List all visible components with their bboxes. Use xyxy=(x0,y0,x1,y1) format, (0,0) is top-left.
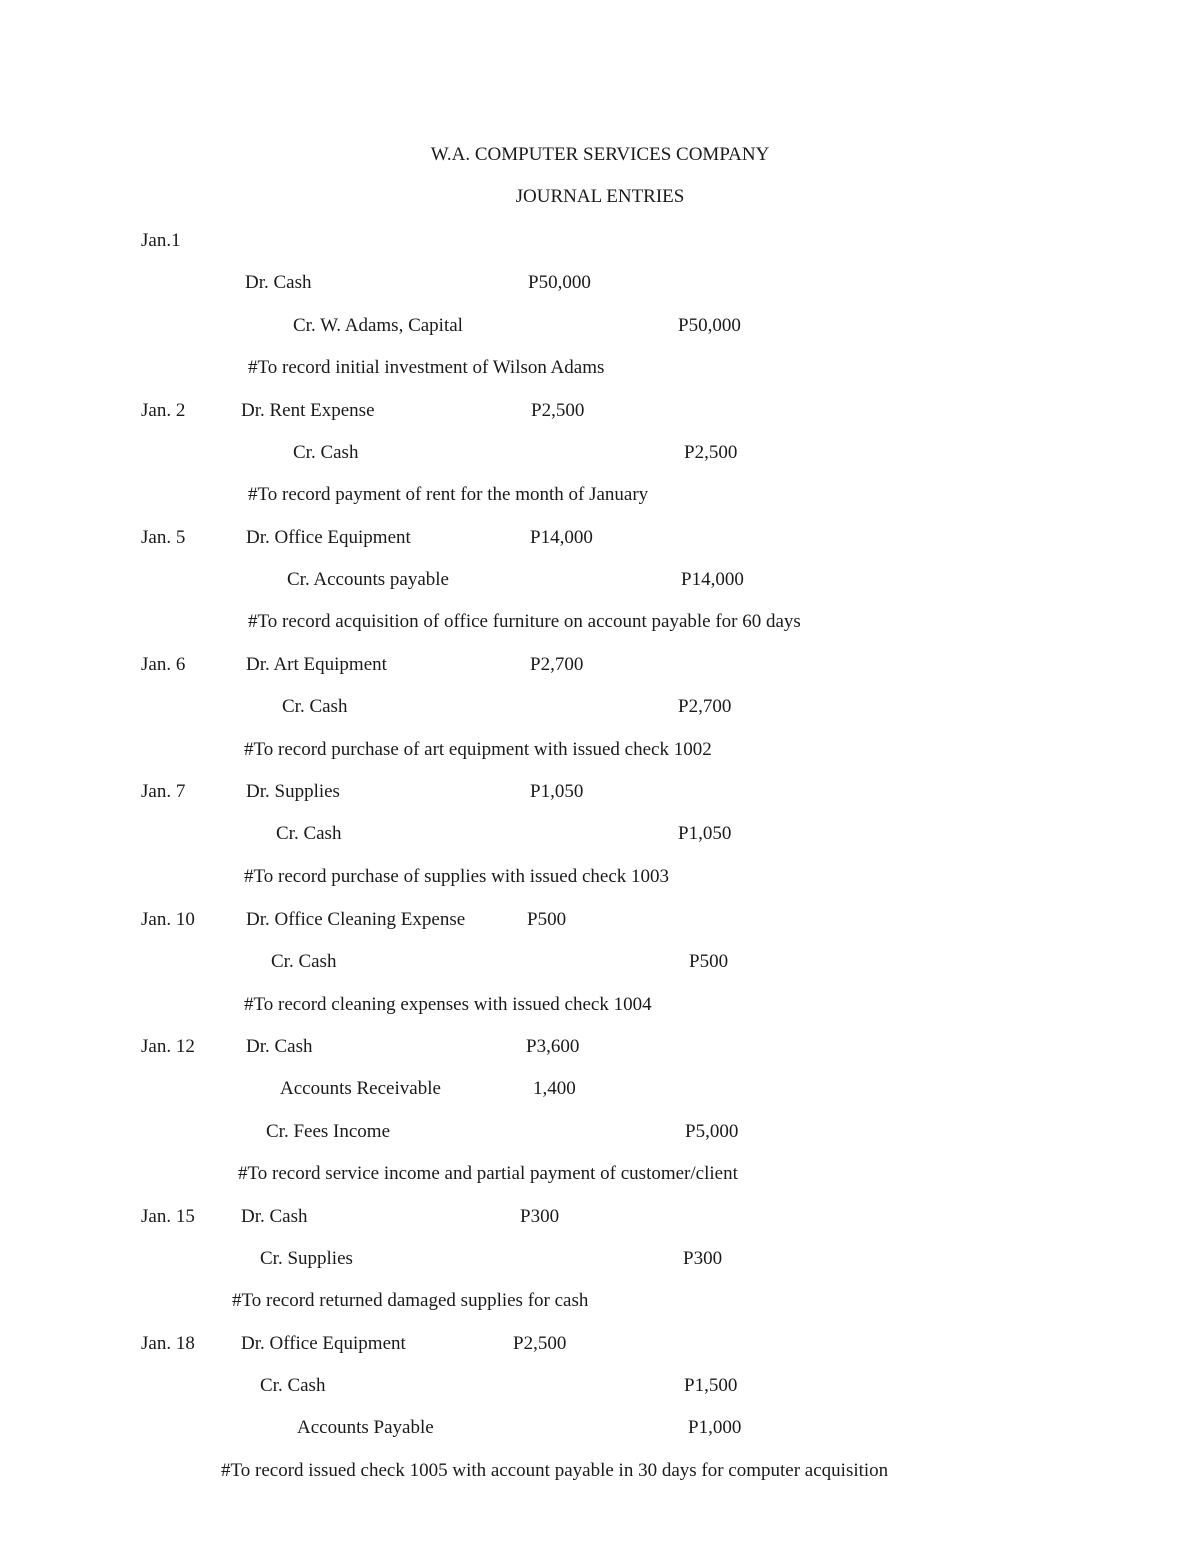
credit-amount: P300 xyxy=(683,1248,723,1269)
entry-memo: #To record returned damaged supplies for cash xyxy=(232,1290,589,1311)
entry-memo: #To record initial investment of Wilson Adams xyxy=(248,357,605,378)
credit-account: Cr. Accounts payable xyxy=(287,569,449,590)
credit-account: Cr. Fees Income xyxy=(266,1121,391,1142)
credit-account: Accounts Payable xyxy=(297,1417,434,1438)
entry-date: Jan. 12 xyxy=(141,1036,195,1057)
debit-account: Dr. Cash xyxy=(241,1206,308,1227)
entry-date: Jan. 18 xyxy=(141,1333,195,1354)
document-heading: JOURNAL ENTRIES xyxy=(515,186,685,207)
credit-account: Cr. Cash xyxy=(282,696,348,717)
debit-amount: P50,000 xyxy=(528,272,591,293)
credit-amount: P1,000 xyxy=(688,1417,742,1438)
credit-amount: P2,700 xyxy=(678,696,732,717)
debit-account: Dr. Cash xyxy=(245,272,312,293)
company-name: W.A. COMPUTER SERVICES COMPANY xyxy=(430,144,770,165)
entry-date: Jan. 7 xyxy=(141,781,186,802)
credit-account: Cr. Supplies xyxy=(260,1248,353,1269)
debit-account: Accounts Receivable xyxy=(280,1078,441,1099)
entry-date: Jan.1 xyxy=(141,230,181,251)
credit-account: Cr. Cash xyxy=(293,442,359,463)
entry-date: Jan. 5 xyxy=(141,527,186,548)
debit-amount: P3,600 xyxy=(526,1036,580,1057)
debit-account: Dr. Office Equipment xyxy=(241,1333,406,1354)
credit-amount: P5,000 xyxy=(685,1121,739,1142)
debit-amount: P2,500 xyxy=(531,400,585,421)
credit-amount: P50,000 xyxy=(678,315,741,336)
debit-amount: P2,700 xyxy=(530,654,584,675)
credit-amount: P1,050 xyxy=(678,823,732,844)
credit-account: Cr. Cash xyxy=(276,823,342,844)
entry-memo: #To record acquisition of office furniture on account payable for 60 days xyxy=(248,611,801,632)
debit-account: Dr. Supplies xyxy=(246,781,340,802)
entry-memo: #To record payment of rent for the month of January xyxy=(248,484,649,505)
debit-account: Dr. Rent Expense xyxy=(241,400,375,421)
debit-account: Dr. Office Cleaning Expense xyxy=(246,909,466,930)
debit-amount: P1,050 xyxy=(530,781,584,802)
debit-account: Dr. Cash xyxy=(246,1036,313,1057)
entry-memo: #To record purchase of art equipment with issued check 1002 xyxy=(244,739,712,760)
entry-date: Jan. 6 xyxy=(141,654,186,675)
debit-account: Dr. Art Equipment xyxy=(246,654,387,675)
entry-memo: #To record service income and partial payment of customer/client xyxy=(238,1163,738,1184)
credit-amount: P2,500 xyxy=(684,442,738,463)
entry-date: Jan. 10 xyxy=(141,909,195,930)
entry-memo: #To record issued check 1005 with account payable in 30 days for computer acquisition xyxy=(221,1460,889,1481)
credit-account: Cr. Cash xyxy=(271,951,337,972)
debit-amount: 1,400 xyxy=(533,1078,576,1099)
credit-account: Cr. Cash xyxy=(260,1375,326,1396)
debit-amount: P500 xyxy=(527,909,567,930)
entry-memo: #To record purchase of supplies with issued check 1003 xyxy=(244,866,670,887)
entry-memo: #To record cleaning expenses with issued check 1004 xyxy=(244,994,652,1015)
debit-amount: P2,500 xyxy=(513,1333,567,1354)
debit-account: Dr. Office Equipment xyxy=(246,527,411,548)
debit-amount: P14,000 xyxy=(530,527,593,548)
entry-date: Jan. 2 xyxy=(141,400,186,421)
entry-date: Jan. 15 xyxy=(141,1206,195,1227)
credit-amount: P14,000 xyxy=(681,569,744,590)
debit-amount: P300 xyxy=(520,1206,560,1227)
credit-amount: P500 xyxy=(689,951,729,972)
credit-account: Cr. W. Adams, Capital xyxy=(293,315,463,336)
credit-amount: P1,500 xyxy=(684,1375,738,1396)
